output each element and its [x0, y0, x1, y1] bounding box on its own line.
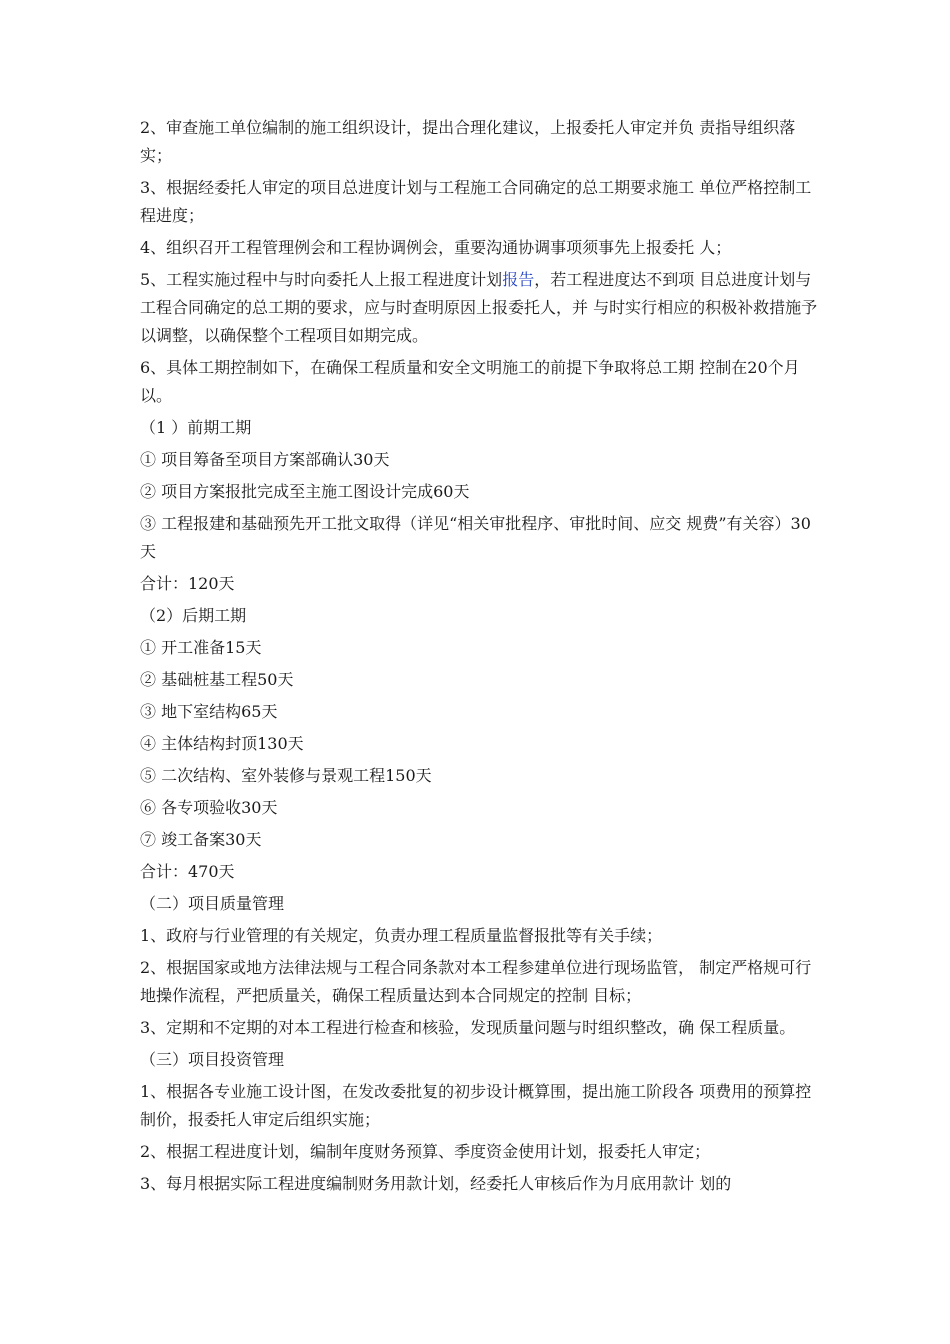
report-link[interactable]: 报告	[502, 270, 535, 289]
paragraph-quality-3	[140, 1014, 820, 1042]
heading-investment-management	[140, 1046, 820, 1074]
list-item	[140, 634, 820, 662]
paragraph-text: ⑦ 竣工备案30天	[140, 830, 262, 849]
paragraph-text: （二）项目质量管理	[140, 894, 285, 913]
list-item	[140, 826, 820, 854]
paragraph-text: 2、根据工程进度计划，编制年度财务预算、季度资金使用计划，报委托人审定；	[140, 1142, 711, 1161]
paragraph-text: （2）后期工期	[140, 606, 247, 625]
paragraph-text: ① 开工准备15天	[140, 638, 262, 657]
paragraph-text: ② 基础桩基工程50天	[140, 670, 294, 689]
paragraph-text: 4、组织召开工程管理例会和工程协调例会，重要沟通协调事项须事先上报委托 人；	[140, 238, 732, 257]
paragraph-text: 2、根据国家或地方法律法规与工程合同条款对本工程参建单位进行现场监管， 制定严格规可行地操作流程，严把质量关，确保工程质量达到本合同规定的控制 目标；	[140, 958, 812, 1005]
paragraph-schedule-control	[140, 174, 820, 230]
paragraph-text: ④ 主体结构封顶130天	[140, 734, 304, 753]
paragraph-period-control	[140, 354, 820, 410]
paragraph-investment-3	[140, 1170, 820, 1198]
paragraph-text: ③ 工程报建和基础预先开工批文取得（详见“相关审批程序、审批时间、应交 规费”有关容）30天	[140, 514, 811, 561]
paragraph-text: ③ 地下室结构65天	[140, 702, 278, 721]
paragraph-text: 6、具体工期控制如下，在确保工程质量和安全文明施工的前提下争取将总工期 控制在20个月以。	[140, 358, 800, 405]
list-item	[140, 510, 820, 566]
paragraph-text: ⑥ 各专项验收30天	[140, 798, 278, 817]
paragraph-text: 2、审查施工单位编制的施工组织设计，提出合理化建议，上报委托人审定并负 责指导组织落实；	[140, 118, 796, 165]
paragraph-quality-2	[140, 954, 820, 1010]
heading-early-period	[140, 414, 820, 442]
list-item	[140, 666, 820, 694]
paragraph-text: ⑤ 二次结构、室外装修与景观工程150天	[140, 766, 432, 785]
list-item	[140, 446, 820, 474]
paragraph-text: 合计：470天	[140, 862, 235, 881]
paragraph-text: （1 ）前期工期	[140, 418, 252, 437]
document-page	[140, 114, 820, 1202]
paragraph-text: 3、定期和不定期的对本工程进行检查和核验，发现质量问题与时组织整改，确 保工程质量。	[140, 1018, 796, 1037]
list-item	[140, 478, 820, 506]
paragraph-investment-1	[140, 1078, 820, 1134]
paragraph-text: （三）项目投资管理	[140, 1050, 285, 1069]
paragraph-text: ② 项目方案报批完成至主施工图设计完成60天	[140, 482, 470, 501]
subtotal-late	[140, 858, 820, 886]
list-item	[140, 698, 820, 726]
heading-late-period	[140, 602, 820, 630]
paragraph-text: 1、政府与行业管理的有关规定，负责办理工程质量监督报批等有关手续；	[140, 926, 663, 945]
paragraph-text: 3、根据经委托人审定的项目总进度计划与工程施工合同确定的总工期要求施工 单位严格控制工程进度；	[140, 178, 812, 225]
paragraph-text: 合计：120天	[140, 574, 235, 593]
list-item	[140, 762, 820, 790]
paragraph-quality-1	[140, 922, 820, 950]
paragraph-text: ① 项目筹备至项目方案部确认30天	[140, 450, 390, 469]
heading-quality-management	[140, 890, 820, 918]
paragraph-progress-report	[140, 266, 820, 350]
subtotal-early	[140, 570, 820, 598]
paragraph-meetings	[140, 234, 820, 262]
paragraph-review-construction-design	[140, 114, 820, 170]
paragraph-investment-2	[140, 1138, 820, 1166]
paragraph-text: 3、每月根据实际工程进度编制财务用款计划，经委托人审核后作为月底用款计 划的	[140, 1174, 732, 1193]
list-item	[140, 794, 820, 822]
list-item	[140, 730, 820, 758]
paragraph-text: ，若工程进度达不到项 目总进度计划与工程合同确定的总工期的要求，应与时查明原因上报委托人，并 与时实行相应的积极补救措施予以调整，以确保整个工程项目如期完成。	[140, 270, 818, 345]
paragraph-text: 1、根据各专业施工设计图，在发改委批复的初步设计概算围，提出施工阶段各 项费用的预算控制价，报委托人审定后组织实施；	[140, 1082, 812, 1129]
paragraph-text: 5、工程实施过程中与时向委托人上报工程进度计划	[140, 270, 503, 289]
